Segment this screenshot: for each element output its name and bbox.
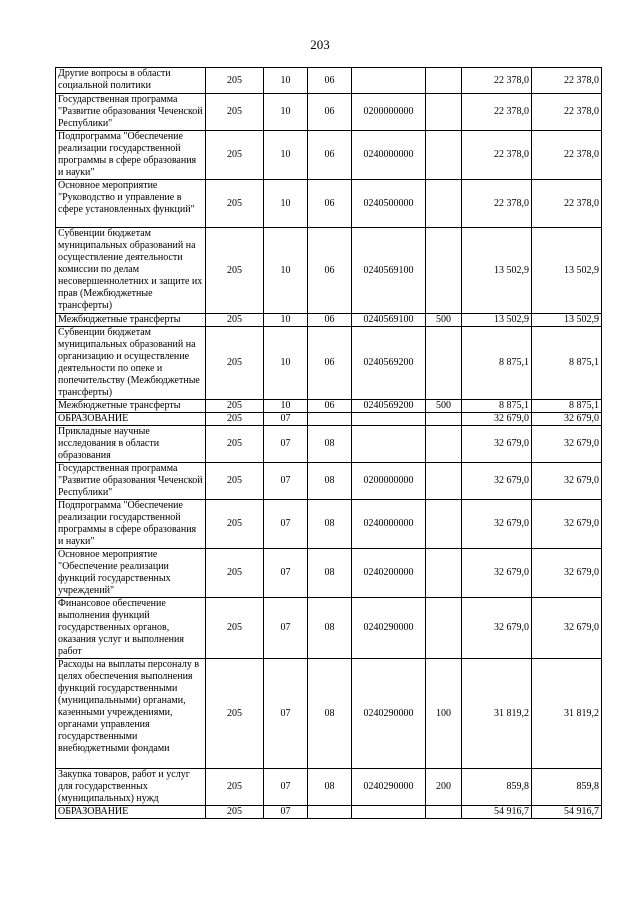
row-name-cell: Субвенции бюджетам муниципальных образований на осуществление деятельности комиссии по делам несовершеннолетних и защите их прав (Межбюджетные трансферты) (56, 228, 206, 314)
row-amount-2-cell: 32 679,0 (532, 598, 602, 659)
row-section-cell: 07 (264, 659, 308, 769)
table-row (56, 180, 602, 228)
row-target-article-cell: 0240569100 (352, 314, 426, 327)
row-subsection-cell: 08 (308, 659, 352, 769)
row-target-article-cell (352, 806, 426, 819)
row-name-cell: Межбюджетные трансферты (56, 314, 206, 327)
table-row (56, 314, 602, 327)
row-amount-1-cell: 22 378,0 (462, 180, 532, 228)
row-amount-2-cell: 22 378,0 (532, 180, 602, 228)
table-row (56, 463, 602, 500)
table-row (56, 806, 602, 819)
row-amount-2-cell: 22 378,0 (532, 131, 602, 180)
row-target-article-cell: 0240290000 (352, 769, 426, 806)
row-expense-type-cell (426, 463, 462, 500)
row-target-article-cell: 0240569100 (352, 228, 426, 314)
row-expense-type-cell (426, 180, 462, 228)
row-amount-2-cell: 32 679,0 (532, 500, 602, 549)
table-row (56, 769, 602, 806)
row-expense-type-cell (426, 131, 462, 180)
row-subsection-cell: 08 (308, 769, 352, 806)
page-number: 203 (310, 37, 330, 52)
table-row (56, 68, 602, 94)
row-name-cell: Подпрограмма "Обеспечение реализации государственной программы в сфере образования и науки" (56, 500, 206, 549)
row-code-cell: 205 (206, 659, 264, 769)
row-name-cell: Расходы на выплаты персоналу в целях обеспечения выполнения функций государственными (муниципальными) органами, казенными учреждениями, органами управления государственными внебюджетными фондами (56, 659, 206, 769)
row-section-cell: 10 (264, 180, 308, 228)
row-subsection-cell: 08 (308, 549, 352, 598)
row-expense-type-cell (426, 327, 462, 400)
row-section-cell: 07 (264, 598, 308, 659)
row-subsection-cell: 06 (308, 94, 352, 131)
row-code-cell: 205 (206, 463, 264, 500)
row-name-cell: Прикладные научные исследования в области образования (56, 426, 206, 463)
row-amount-1-cell: 32 679,0 (462, 413, 532, 426)
table-row (56, 659, 602, 769)
row-amount-2-cell: 22 378,0 (532, 68, 602, 94)
row-amount-2-cell: 8 875,1 (532, 327, 602, 400)
row-section-cell: 10 (264, 400, 308, 413)
row-subsection-cell: 06 (308, 314, 352, 327)
table-row (56, 413, 602, 426)
row-subsection-cell: 06 (308, 68, 352, 94)
row-code-cell: 205 (206, 413, 264, 426)
row-amount-2-cell: 13 502,9 (532, 314, 602, 327)
row-subsection-cell: 08 (308, 426, 352, 463)
row-code-cell: 205 (206, 68, 264, 94)
row-expense-type-cell (426, 598, 462, 659)
row-subsection-cell: 08 (308, 463, 352, 500)
row-amount-1-cell: 54 916,7 (462, 806, 532, 819)
row-section-cell: 10 (264, 94, 308, 131)
row-amount-1-cell: 13 502,9 (462, 314, 532, 327)
row-target-article-cell: 0240290000 (352, 659, 426, 769)
row-name-cell: Закупка товаров, работ и услуг для государственных (муниципальных) нужд (56, 769, 206, 806)
row-section-cell: 07 (264, 413, 308, 426)
table-row (56, 598, 602, 659)
row-amount-1-cell: 8 875,1 (462, 400, 532, 413)
row-code-cell: 205 (206, 180, 264, 228)
row-expense-type-cell: 200 (426, 769, 462, 806)
table-row (56, 131, 602, 180)
row-section-cell: 10 (264, 131, 308, 180)
row-amount-1-cell: 31 819,2 (462, 659, 532, 769)
row-section-cell: 07 (264, 500, 308, 549)
row-name-cell: Субвенции бюджетам муниципальных образований на организацию и осуществление деятельности по опеке и попечительству (Межбюджетные трансферты) (56, 327, 206, 400)
table-row (56, 327, 602, 400)
row-amount-2-cell: 13 502,9 (532, 228, 602, 314)
row-code-cell: 205 (206, 806, 264, 819)
row-target-article-cell: 0200000000 (352, 94, 426, 131)
row-amount-2-cell: 31 819,2 (532, 659, 602, 769)
row-section-cell: 10 (264, 68, 308, 94)
row-name-cell: Основное мероприятие "Обеспечение реализации функций государственных учреждений" (56, 549, 206, 598)
row-name-cell: Финансовое обеспечение выполнения функций государственных органов, оказания услуг и выполнения работ (56, 598, 206, 659)
row-expense-type-cell (426, 549, 462, 598)
row-code-cell: 205 (206, 426, 264, 463)
row-target-article-cell (352, 413, 426, 426)
row-code-cell: 205 (206, 598, 264, 659)
row-expense-type-cell (426, 94, 462, 131)
row-name-cell: Основное мероприятие "Руководство и управление в сфере установленных функций" (56, 180, 206, 228)
row-expense-type-cell (426, 228, 462, 314)
row-expense-type-cell (426, 68, 462, 94)
row-target-article-cell (352, 68, 426, 94)
row-amount-1-cell: 22 378,0 (462, 131, 532, 180)
row-amount-1-cell: 32 679,0 (462, 500, 532, 549)
row-amount-2-cell: 32 679,0 (532, 413, 602, 426)
row-code-cell: 205 (206, 131, 264, 180)
row-amount-1-cell: 22 378,0 (462, 68, 532, 94)
row-expense-type-cell (426, 413, 462, 426)
row-section-cell: 07 (264, 549, 308, 598)
table-row (56, 500, 602, 549)
row-section-cell: 07 (264, 426, 308, 463)
table-body (56, 68, 602, 819)
row-amount-2-cell: 859,8 (532, 769, 602, 806)
row-amount-1-cell: 8 875,1 (462, 327, 532, 400)
row-expense-type-cell (426, 500, 462, 549)
row-code-cell: 205 (206, 327, 264, 400)
row-subsection-cell: 06 (308, 131, 352, 180)
row-amount-2-cell: 32 679,0 (532, 549, 602, 598)
row-expense-type-cell (426, 806, 462, 819)
row-amount-1-cell: 32 679,0 (462, 549, 532, 598)
row-target-article-cell: 0240000000 (352, 500, 426, 549)
row-target-article-cell: 0200000000 (352, 463, 426, 500)
row-code-cell: 205 (206, 500, 264, 549)
row-amount-1-cell: 22 378,0 (462, 94, 532, 131)
row-section-cell: 10 (264, 228, 308, 314)
table-row (56, 549, 602, 598)
row-amount-2-cell: 8 875,1 (532, 400, 602, 413)
row-expense-type-cell (426, 426, 462, 463)
row-code-cell: 205 (206, 400, 264, 413)
row-section-cell: 10 (264, 327, 308, 400)
row-target-article-cell: 0240569200 (352, 400, 426, 413)
row-target-article-cell: 0240290000 (352, 598, 426, 659)
row-target-article-cell: 0240569200 (352, 327, 426, 400)
row-expense-type-cell: 500 (426, 400, 462, 413)
table-row (56, 228, 602, 314)
row-amount-2-cell: 32 679,0 (532, 426, 602, 463)
row-code-cell: 205 (206, 549, 264, 598)
row-target-article-cell (352, 426, 426, 463)
row-section-cell: 10 (264, 314, 308, 327)
table-row (56, 400, 602, 413)
row-section-cell: 07 (264, 463, 308, 500)
row-subsection-cell: 06 (308, 180, 352, 228)
row-target-article-cell: 0240200000 (352, 549, 426, 598)
row-subsection-cell: 06 (308, 327, 352, 400)
row-name-cell: Подпрограмма "Обеспечение реализации государственной программы в сфере образования и науки" (56, 131, 206, 180)
row-amount-1-cell: 32 679,0 (462, 598, 532, 659)
row-amount-2-cell: 54 916,7 (532, 806, 602, 819)
row-amount-1-cell: 32 679,0 (462, 463, 532, 500)
row-amount-2-cell: 32 679,0 (532, 463, 602, 500)
row-code-cell: 205 (206, 314, 264, 327)
row-subsection-cell (308, 806, 352, 819)
row-amount-1-cell: 13 502,9 (462, 228, 532, 314)
row-expense-type-cell: 100 (426, 659, 462, 769)
row-name-cell: ОБРАЗОВАНИЕ (56, 806, 206, 819)
row-subsection-cell: 08 (308, 500, 352, 549)
row-section-cell: 07 (264, 806, 308, 819)
row-target-article-cell: 0240000000 (352, 131, 426, 180)
row-section-cell: 07 (264, 769, 308, 806)
row-code-cell: 205 (206, 228, 264, 314)
row-name-cell: ОБРАЗОВАНИЕ (56, 413, 206, 426)
row-subsection-cell: 06 (308, 400, 352, 413)
budget-table (55, 67, 602, 819)
row-target-article-cell: 0240500000 (352, 180, 426, 228)
row-name-cell: Другие вопросы в области социальной политики (56, 68, 206, 94)
row-subsection-cell: 06 (308, 228, 352, 314)
row-name-cell: Государственная программа "Развитие образования Чеченской Республики" (56, 463, 206, 500)
table-row (56, 94, 602, 131)
row-amount-1-cell: 32 679,0 (462, 426, 532, 463)
row-code-cell: 205 (206, 769, 264, 806)
row-amount-1-cell: 859,8 (462, 769, 532, 806)
table-row (56, 426, 602, 463)
row-name-cell: Государственная программа "Развитие образования Чеченской Республики" (56, 94, 206, 131)
row-name-cell: Межбюджетные трансферты (56, 400, 206, 413)
row-amount-2-cell: 22 378,0 (532, 94, 602, 131)
row-expense-type-cell: 500 (426, 314, 462, 327)
row-code-cell: 205 (206, 94, 264, 131)
row-subsection-cell (308, 413, 352, 426)
row-subsection-cell: 08 (308, 598, 352, 659)
